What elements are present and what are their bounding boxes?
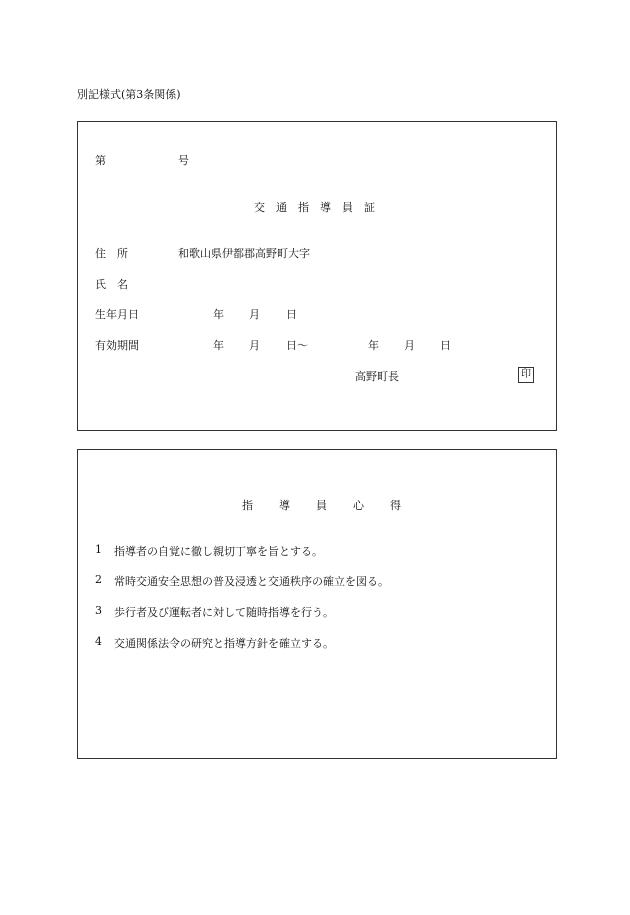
rule-text: 交通関係法令の研究と指導方針を確立する。	[114, 637, 334, 650]
address-value: 和歌山県伊都郡高野町大字	[178, 247, 310, 260]
rule-number: 1	[95, 543, 102, 556]
valid-to-year: 年	[368, 339, 379, 352]
rule-text: 常時交通安全思想の普及浸透と交通秩序の確立を図る。	[114, 575, 389, 588]
valid-from-year: 年	[213, 339, 224, 352]
valid-to-month: 月	[404, 339, 415, 352]
rule-number: 4	[95, 635, 102, 648]
address-label: 住 所	[95, 247, 128, 260]
issuer-title: 高野町長	[355, 370, 399, 383]
form-label: 別記様式(第3条関係)	[77, 88, 181, 101]
card-number-prefix: 第	[95, 154, 106, 167]
birth-year: 年	[213, 308, 224, 321]
rule-text: 歩行者及び運転者に対して随時指導を行う。	[114, 606, 334, 619]
seal-stamp: 印	[518, 367, 534, 383]
rule-text: 指導者の自覚に徹し親切丁寧を旨とする。	[114, 545, 323, 558]
rule-number: 3	[95, 604, 102, 617]
birth-label: 生年月日	[95, 308, 139, 321]
valid-from-month: 月	[249, 339, 260, 352]
card-number-suffix: 号	[178, 154, 189, 167]
rule-number: 2	[95, 573, 102, 586]
validity-label: 有効期間	[95, 339, 139, 352]
valid-to-day: 日	[440, 339, 451, 352]
id-card-frame	[77, 121, 557, 431]
valid-from-day: 日〜	[286, 339, 308, 352]
birth-day: 日	[286, 308, 297, 321]
birth-month: 月	[249, 308, 260, 321]
card-title: 交通指導員証	[254, 201, 386, 214]
rules-title: 指導員心得	[242, 499, 427, 512]
name-label: 氏 名	[95, 278, 128, 291]
